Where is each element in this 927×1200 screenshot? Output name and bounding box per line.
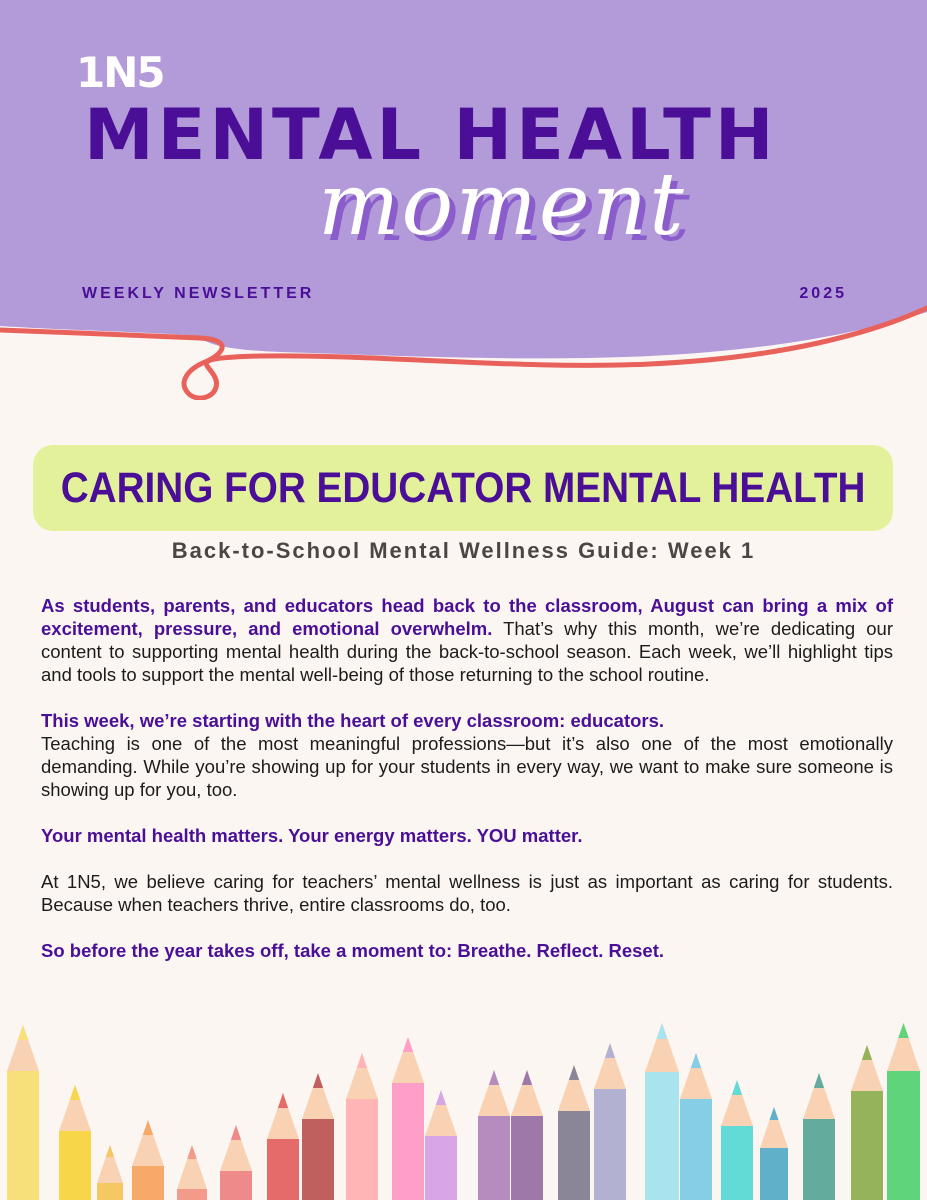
belief-text: At 1N5, we believe caring for teachers’ mental wellness is just as important as caring for students. Because when teachers thrive, entire classrooms do, too. [41, 871, 893, 915]
pencil-body [887, 1071, 920, 1200]
paragraph-belief [41, 870, 893, 916]
intro-highlight: As students, parents, and educators head back to the classroom, August can bring a mix of excitement, pressure, and emotional overwhelm. [41, 595, 893, 639]
pencil-body [220, 1171, 252, 1200]
brand-logo: 1N5 [76, 48, 164, 97]
closing-highlight: So before the year takes off, take a moment to: Breathe. Reflect. Reset. [41, 940, 665, 961]
pencil [760, 1107, 788, 1200]
pencil-lead [187, 1145, 197, 1159]
pencil [558, 1065, 590, 1200]
pencil [594, 1043, 626, 1200]
pencil [7, 1025, 39, 1200]
year-label: 2025 [799, 285, 847, 302]
pencil-lead [657, 1023, 668, 1039]
article-body [41, 594, 893, 985]
educators-text: Teaching is one of the most meaningful professions—but it’s also one of the most emotionally demanding. While you’re showing up for your students in every way, we want to make sure someone is showing up for you, too. [41, 733, 893, 800]
pencil-body [511, 1116, 543, 1200]
pencil-lead [605, 1043, 615, 1058]
pencil-lead [278, 1093, 288, 1108]
pencil-lead [18, 1025, 28, 1040]
pencil [425, 1090, 457, 1200]
pencil-lead [898, 1023, 909, 1038]
pencil-body [132, 1166, 164, 1200]
pencil-lead [106, 1145, 114, 1157]
pencil-body [478, 1116, 510, 1200]
pencil-lead [231, 1125, 241, 1140]
pencil-lead [70, 1085, 80, 1100]
educators-highlight: This week, we’re starting with the heart of every classroom: educators. [41, 710, 665, 731]
pencil-lead [522, 1070, 532, 1085]
pencils-illustration [0, 1015, 927, 1200]
paragraph-educators [41, 709, 893, 801]
newsletter-title: MENTAL HEALTH [84, 94, 778, 176]
section-subtitle: Back-to-School Mental Wellness Guide: Week 1 [171, 538, 756, 563]
pencil-body [594, 1089, 626, 1200]
pencil-body [721, 1126, 753, 1200]
pencil-body [680, 1099, 712, 1200]
pencil [97, 1145, 123, 1200]
pencil-lead [862, 1045, 872, 1060]
pencil [132, 1120, 164, 1200]
pencil [478, 1070, 510, 1200]
matters-highlight: Your mental health matters. Your energy matters. YOU matter. [41, 825, 583, 846]
section-title: CARING FOR EDUCATOR MENTAL HEALTH [60, 463, 866, 512]
section-banner [33, 445, 893, 531]
pencil-body [346, 1099, 378, 1200]
pencil-body [851, 1091, 883, 1200]
pencil-body [425, 1136, 457, 1200]
pencil [59, 1085, 91, 1200]
pencil-lead [732, 1080, 742, 1095]
newsletter-script-title: moment [318, 155, 686, 255]
pencil [392, 1037, 424, 1200]
paragraph-intro [41, 594, 893, 686]
pencil-lead [489, 1070, 499, 1085]
pencil-body [558, 1111, 590, 1200]
pencil-lead [357, 1053, 367, 1068]
pencil-lead [770, 1107, 779, 1120]
pencil-body [803, 1119, 835, 1200]
pencil [680, 1053, 712, 1200]
pencil-lead [569, 1065, 579, 1080]
pencil-body [645, 1072, 679, 1200]
pencil-body [267, 1139, 299, 1200]
pencil-lead [691, 1053, 701, 1068]
header [0, 0, 927, 400]
pencil-lead [436, 1090, 446, 1105]
pencil-body [59, 1131, 91, 1200]
pencil [302, 1073, 334, 1200]
pencil-body [7, 1071, 39, 1200]
pencil-body [392, 1083, 424, 1200]
pencil-lead [313, 1073, 323, 1088]
pencil [721, 1080, 753, 1200]
pencil-body [97, 1183, 123, 1200]
pencil [645, 1023, 679, 1200]
pencil [851, 1045, 883, 1200]
pencil [177, 1145, 207, 1200]
pencil [803, 1073, 835, 1200]
pencil-body [302, 1119, 334, 1200]
pencil-lead [143, 1120, 153, 1135]
pencil-body [177, 1189, 207, 1200]
pencil [887, 1023, 920, 1200]
pencil-lead [403, 1037, 413, 1052]
pencil [267, 1093, 299, 1200]
pencil [220, 1125, 252, 1200]
pencil [346, 1053, 378, 1200]
intro-text: That’s why this month, we’re dedicating our content to supporting mental health during the back-to-school season. Each week, we’ll highlight tips and tools to support the mental well-being of those returning to the school routine. [41, 618, 893, 685]
pencil-body [760, 1148, 788, 1200]
pencil [511, 1070, 543, 1200]
paragraph-closing [41, 939, 893, 962]
weekly-newsletter-label: WEEKLY NEWSLETTER [82, 285, 315, 302]
paragraph-matters [41, 824, 893, 847]
pencil-lead [814, 1073, 824, 1088]
